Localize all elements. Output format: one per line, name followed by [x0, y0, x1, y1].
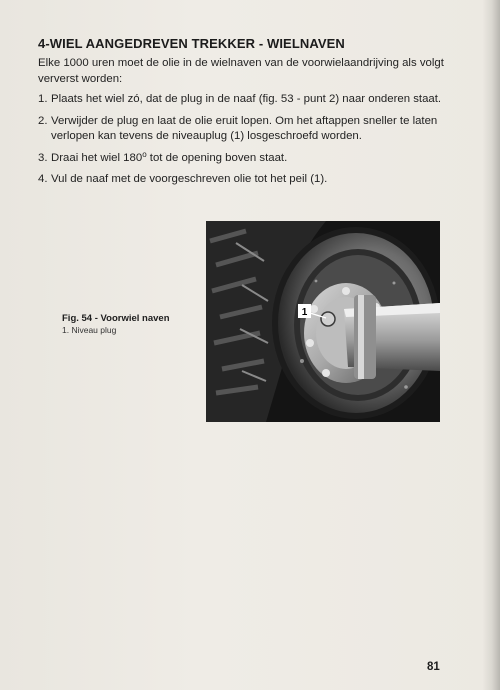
step-item: [38, 151, 458, 167]
step-text: Plaats het wiel zó, dat de plug in de naaf (fig. 53 - punt 2) naar onderen staat.: [51, 93, 442, 105]
wheel-hub-photo: [206, 221, 440, 422]
figure-title: Fig. 54 - Voorwiel naven: [62, 313, 170, 324]
step-number: 2.: [38, 114, 48, 127]
step-number: 3.: [38, 151, 48, 164]
step-item: [38, 114, 458, 145]
step-item: [38, 92, 458, 108]
section-heading: 4-WIEL AANGEDREVEN TREKKER - WIELNAVEN: [38, 36, 345, 51]
step-item: [38, 172, 458, 188]
figure-callout-label: 1: [301, 307, 308, 318]
step-list: [38, 92, 458, 194]
step-text-before: Draai het wiel 180: [51, 151, 143, 164]
step-number: 4.: [38, 173, 48, 185]
step-text: Verwijder de plug en laat de olie eruit lopen. Om het aftappen sneller te laten verlopen kan tevens de niveauplug (1) losgeschroefd worden.: [51, 114, 438, 142]
figure-caption: [62, 313, 170, 335]
intro-paragraph: Elke 1000 uren moet de olie in de wielnaven van de voorwielaandrijving als volgt ververst worden:: [38, 57, 444, 85]
step-number: 1.: [38, 93, 48, 105]
wheel-hub-illustration: [206, 221, 440, 422]
book-spine-shadow: [482, 0, 500, 690]
figure-legend-item: 1. Niveau plug: [62, 325, 117, 335]
degree-superscript: o: [142, 149, 147, 159]
step-text: [51, 149, 288, 164]
step-text-after: tot de opening boven staat.: [146, 151, 288, 164]
step-text: Vul de naaf met de voorgeschreven olie tot het peil (1).: [51, 173, 328, 185]
page-number: 81: [427, 661, 440, 673]
